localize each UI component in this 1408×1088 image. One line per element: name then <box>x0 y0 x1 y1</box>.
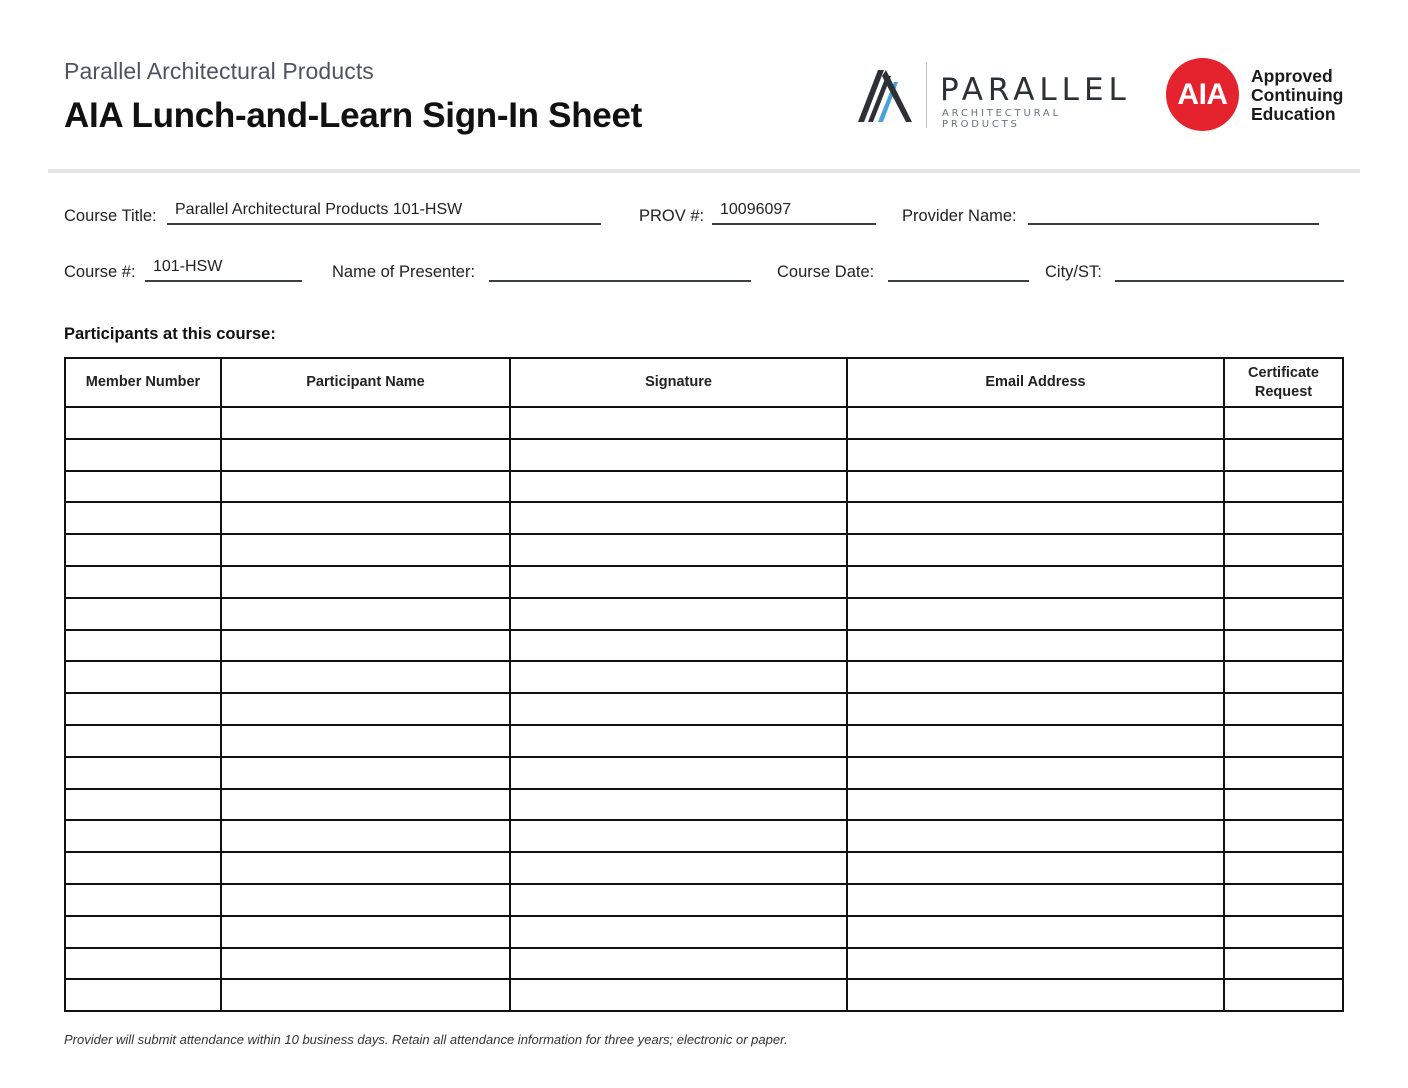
aia-line-continuing: Continuing <box>1251 85 1344 105</box>
table-row <box>65 534 1343 566</box>
course-title-field[interactable] <box>167 199 601 225</box>
email-cell[interactable] <box>847 661 1224 693</box>
parallel-mark-icon <box>856 66 914 126</box>
signature-cell[interactable] <box>510 789 847 821</box>
certificate-cell[interactable] <box>1224 502 1343 534</box>
table-row <box>65 725 1343 757</box>
certificate-cell[interactable] <box>1224 852 1343 884</box>
participants-heading: Participants at this course: <box>64 325 276 343</box>
signature-cell[interactable] <box>510 407 847 439</box>
participant-name-cell[interactable] <box>221 661 510 693</box>
signature-cell[interactable] <box>510 693 847 725</box>
signature-cell[interactable] <box>510 884 847 916</box>
email-cell[interactable] <box>847 916 1224 948</box>
course-number-value: 101-HSW <box>153 258 223 275</box>
member-number-cell[interactable] <box>65 566 221 598</box>
participant-name-cell[interactable] <box>221 693 510 725</box>
member-number-cell[interactable] <box>65 916 221 948</box>
participant-name-cell[interactable] <box>221 566 510 598</box>
member-number-cell[interactable] <box>65 852 221 884</box>
course-number-label: Course #: <box>64 263 136 281</box>
participant-name-cell[interactable] <box>221 852 510 884</box>
certificate-cell[interactable] <box>1224 789 1343 821</box>
member-number-cell[interactable] <box>65 661 221 693</box>
prov-value: 10096097 <box>720 201 792 218</box>
member-number-cell[interactable] <box>65 630 221 662</box>
certificate-cell[interactable] <box>1224 757 1343 789</box>
course-date-field[interactable] <box>888 256 1029 282</box>
column-header-signature: Signature <box>510 358 847 407</box>
participant-name-cell[interactable] <box>221 979 510 1011</box>
table-header-row <box>65 358 1343 407</box>
email-cell[interactable] <box>847 566 1224 598</box>
signature-cell[interactable] <box>510 820 847 852</box>
member-number-cell[interactable] <box>65 471 221 503</box>
email-cell[interactable] <box>847 979 1224 1011</box>
course-number-field[interactable] <box>145 256 302 282</box>
aia-mark: AIA <box>1177 77 1228 111</box>
signature-cell[interactable] <box>510 725 847 757</box>
member-number-cell[interactable] <box>65 820 221 852</box>
signature-cell[interactable] <box>510 916 847 948</box>
email-cell[interactable] <box>847 725 1224 757</box>
participant-name-cell[interactable] <box>221 439 510 471</box>
participant-name-cell[interactable] <box>221 820 510 852</box>
table-row <box>65 471 1343 503</box>
email-cell[interactable] <box>847 852 1224 884</box>
table-row <box>65 502 1343 534</box>
member-number-cell[interactable] <box>65 534 221 566</box>
certificate-cell[interactable] <box>1224 439 1343 471</box>
presenter-field[interactable] <box>489 256 751 282</box>
parallel-subtitle: ARCHITECTURAL PRODUCTS <box>942 108 1061 130</box>
aia-badge <box>1166 58 1239 131</box>
signature-cell[interactable] <box>510 661 847 693</box>
participant-name-cell[interactable] <box>221 884 510 916</box>
member-number-cell[interactable] <box>65 407 221 439</box>
certificate-cell[interactable] <box>1224 661 1343 693</box>
certificate-cell[interactable] <box>1224 979 1343 1011</box>
email-cell[interactable] <box>847 693 1224 725</box>
member-number-cell[interactable] <box>65 598 221 630</box>
presenter-label: Name of Presenter: <box>332 263 476 281</box>
footer-note: Provider will submit attendance within 10 business days. Retain all attendance information for three years; electronic or paper. <box>64 1032 788 1047</box>
member-number-cell[interactable] <box>65 789 221 821</box>
parallel-logo <box>856 62 1131 132</box>
column-header-email: Email Address <box>847 358 1224 407</box>
table-row <box>65 566 1343 598</box>
participant-name-cell[interactable] <box>221 598 510 630</box>
member-number-cell[interactable] <box>65 693 221 725</box>
certificate-cell[interactable] <box>1224 820 1343 852</box>
member-number-cell[interactable] <box>65 757 221 789</box>
member-number-cell[interactable] <box>65 979 221 1011</box>
email-cell[interactable] <box>847 884 1224 916</box>
signature-cell[interactable] <box>510 948 847 980</box>
signature-cell[interactable] <box>510 471 847 503</box>
table-row <box>65 789 1343 821</box>
signature-cell[interactable] <box>510 979 847 1011</box>
aia-line-education: Education <box>1251 104 1336 124</box>
table-row <box>65 439 1343 471</box>
certificate-cell[interactable] <box>1224 534 1343 566</box>
email-cell[interactable] <box>847 789 1224 821</box>
parallel-wordmark: PARALLEL <box>940 72 1131 108</box>
email-cell[interactable] <box>847 502 1224 534</box>
table-row <box>65 407 1343 439</box>
table-row <box>65 948 1343 980</box>
table-row <box>65 757 1343 789</box>
member-number-cell[interactable] <box>65 439 221 471</box>
city-field[interactable] <box>1115 256 1344 282</box>
email-cell[interactable] <box>847 407 1224 439</box>
email-cell[interactable] <box>847 439 1224 471</box>
course-title-value: Parallel Architectural Products 101-HSW <box>175 201 463 218</box>
signature-cell[interactable] <box>510 598 847 630</box>
certificate-cell[interactable] <box>1224 598 1343 630</box>
table-row <box>65 598 1343 630</box>
aia-line-approved: Approved <box>1251 66 1333 86</box>
column-header-member-number: Member Number <box>65 358 221 407</box>
provider-name-field[interactable] <box>1028 199 1319 225</box>
signature-cell[interactable] <box>510 439 847 471</box>
member-number-cell[interactable] <box>65 502 221 534</box>
table-row <box>65 979 1343 1011</box>
city-label: City/ST: <box>1045 263 1102 281</box>
participant-name-cell[interactable] <box>221 916 510 948</box>
logo-divider <box>926 62 927 128</box>
page-title: AIA Lunch-and-Learn Sign-In Sheet <box>64 96 642 135</box>
participant-name-cell[interactable] <box>221 534 510 566</box>
member-number-cell[interactable] <box>65 725 221 757</box>
email-cell[interactable] <box>847 471 1224 503</box>
email-cell[interactable] <box>847 948 1224 980</box>
email-cell[interactable] <box>847 534 1224 566</box>
provider-name-label: Provider Name: <box>902 207 1017 225</box>
certificate-cell[interactable] <box>1224 630 1343 662</box>
column-header-participant-name: Participant Name <box>221 358 510 407</box>
email-cell[interactable] <box>847 598 1224 630</box>
certificate-cell[interactable] <box>1224 407 1343 439</box>
table-row <box>65 820 1343 852</box>
company-name: Parallel Architectural Products <box>64 58 374 84</box>
email-cell[interactable] <box>847 757 1224 789</box>
signature-cell[interactable] <box>510 534 847 566</box>
certificate-cell[interactable] <box>1224 471 1343 503</box>
member-number-cell[interactable] <box>65 948 221 980</box>
signature-cell[interactable] <box>510 757 847 789</box>
participant-name-cell[interactable] <box>221 630 510 662</box>
signin-table <box>64 357 1344 1012</box>
certificate-cell[interactable] <box>1224 693 1343 725</box>
table-row <box>65 852 1343 884</box>
header-divider <box>48 169 1360 173</box>
table-body <box>65 407 1343 1011</box>
participant-name-cell[interactable] <box>221 757 510 789</box>
certificate-cell[interactable] <box>1224 948 1343 980</box>
table-row <box>65 884 1343 916</box>
participant-name-cell[interactable] <box>221 948 510 980</box>
table-row <box>65 916 1343 948</box>
certificate-cell[interactable] <box>1224 725 1343 757</box>
prov-field[interactable] <box>712 199 876 225</box>
signature-cell[interactable] <box>510 630 847 662</box>
course-title-label: Course Title: <box>64 207 157 225</box>
course-date-label: Course Date: <box>777 263 875 281</box>
participant-name-cell[interactable] <box>221 407 510 439</box>
table-row <box>65 661 1343 693</box>
signature-cell[interactable] <box>510 502 847 534</box>
certificate-cell[interactable] <box>1224 884 1343 916</box>
aia-approved-text <box>1251 67 1343 124</box>
table-row <box>65 693 1343 725</box>
participant-name-cell[interactable] <box>221 502 510 534</box>
certificate-cell[interactable] <box>1224 566 1343 598</box>
participant-name-cell[interactable] <box>221 471 510 503</box>
email-cell[interactable] <box>847 630 1224 662</box>
participant-name-cell[interactable] <box>221 725 510 757</box>
table-row <box>65 630 1343 662</box>
signature-cell[interactable] <box>510 566 847 598</box>
column-header-certificate: Certificate Request <box>1224 358 1343 407</box>
certificate-cell[interactable] <box>1224 916 1343 948</box>
member-number-cell[interactable] <box>65 884 221 916</box>
prov-label: PROV #: <box>639 207 705 225</box>
signature-cell[interactable] <box>510 852 847 884</box>
participant-name-cell[interactable] <box>221 789 510 821</box>
email-cell[interactable] <box>847 820 1224 852</box>
